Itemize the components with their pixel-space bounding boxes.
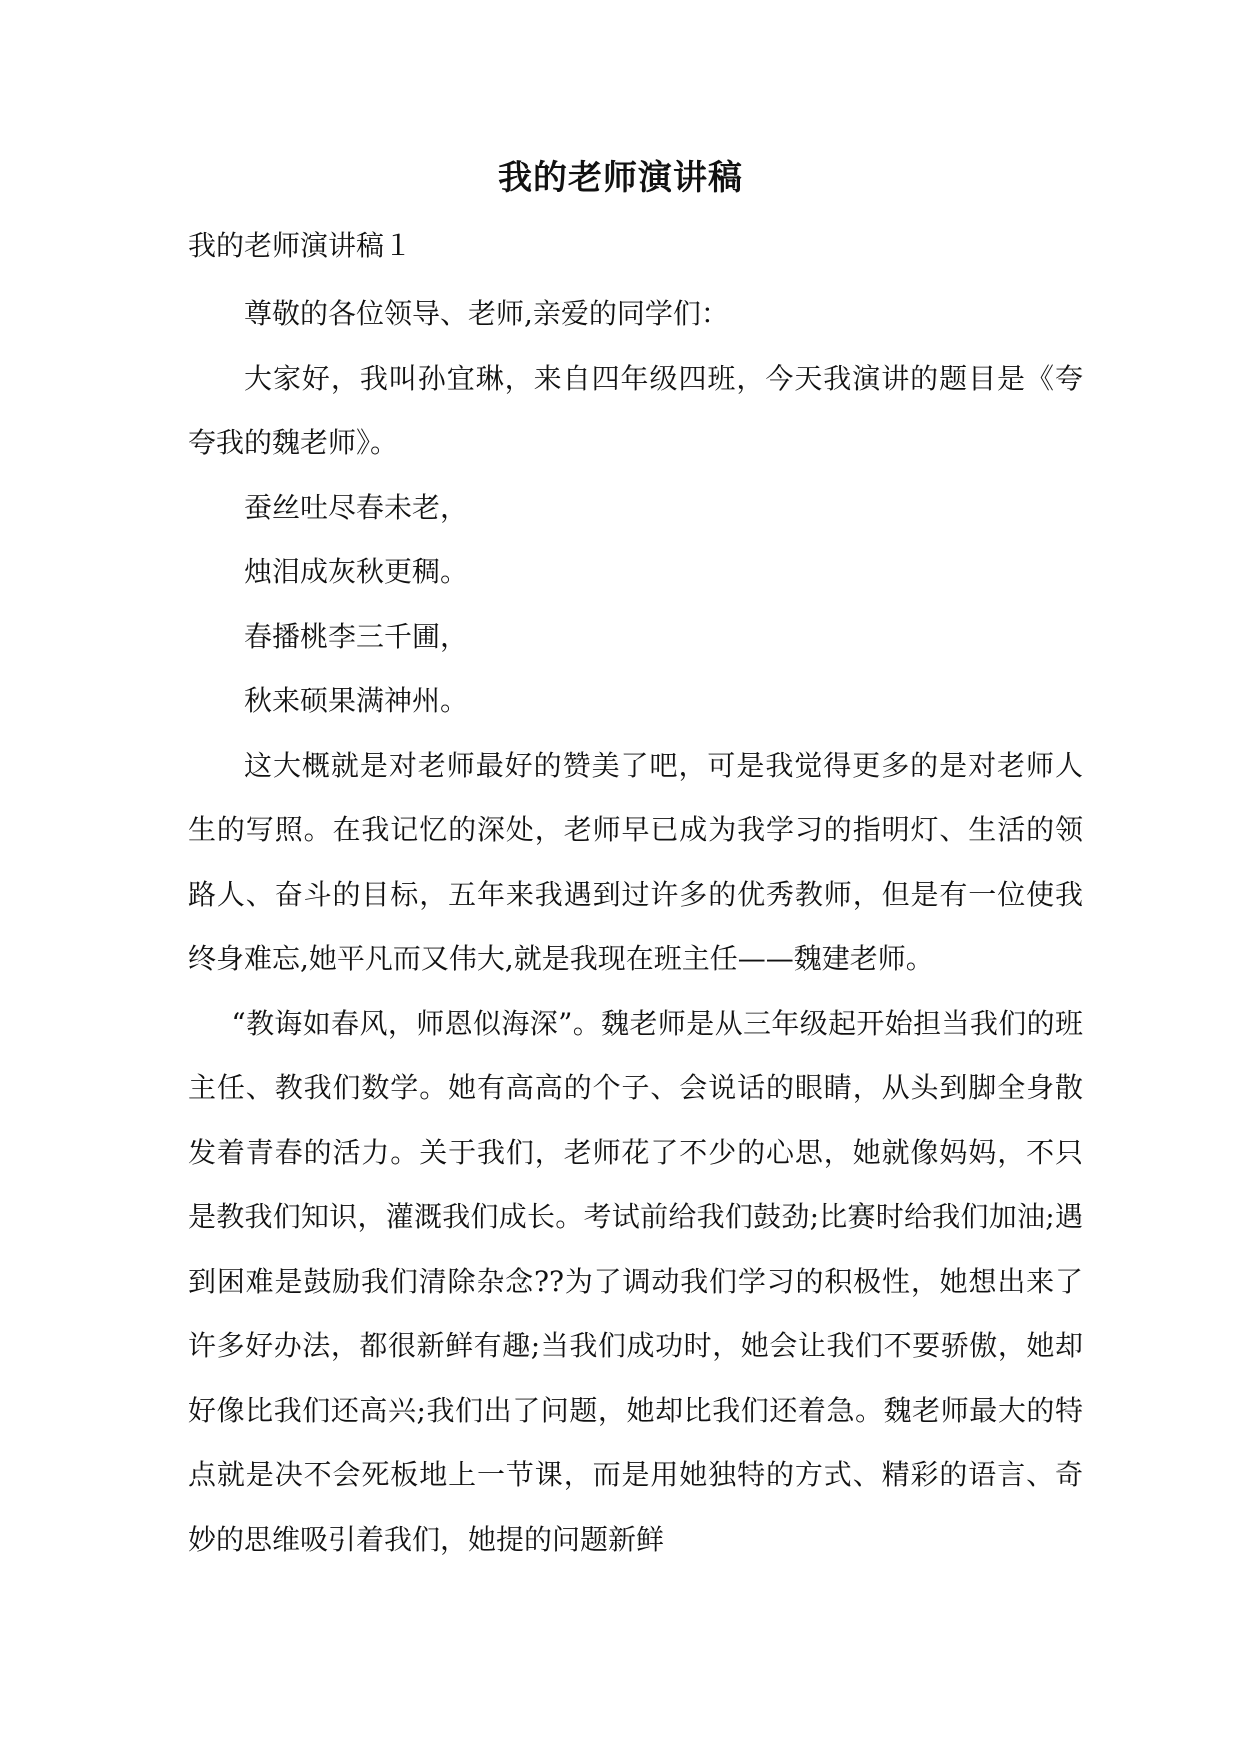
document-body: [188, 282, 1083, 1572]
poem-line-4: 秋来硕果满神州。: [244, 684, 469, 717]
poem-line-1: 蚕丝吐尽春未老，: [244, 490, 469, 524]
paragraph-greeting: 尊敬的各位领导、老师,亲爱的同学们：: [244, 297, 729, 330]
poem-line-2: 烛泪成灰秋更稠。: [244, 555, 469, 588]
document-title: 我的老师演讲稿: [498, 158, 743, 198]
poem-line-3: 春播桃李三千圃，: [244, 619, 469, 653]
paragraph-intro: 大家好，我叫孙宜琳，来自四年级四班，今天我演讲的题目是《夸夸我的魏老师》。: [188, 361, 1083, 459]
paragraph-body-2: “教诲如春风，师恩似海深”。魏老师是从三年级起开始担当我们的班主任、教我们数学。她有高高的个子、会说话的眼睛，从头到脚全身散发着青春的活力。关于我们，老师花了不少的心思，她就像妈妈，不只是教我们知识，灌溉我们成长。考试前给我们鼓劲;比赛时给我们加油;遇到困难是鼓励我们清除杂念??为了调动我们学习的积极性，她想出来了许多好办法，都很新鲜有趣;当我们成功时，她会让我们不要骄傲，她却好像比我们还高兴;我们出了问题，她却比我们还着急。魏老师最大的特点就是决不会死板地上一节课，而是用她独特的方式、精彩的语言、奇妙的思维吸引着我们，她提的问题新鲜: [188, 1006, 1083, 1556]
paragraph-body-1: 这大概就是对老师最好的赞美了吧，可是我觉得更多的是对老师人生的写照。在我记忆的深处，老师早已成为我学习的指明灯、生活的领路人、奋斗的目标，五年来我遇到过许多的优秀教师，但是有一位使我终身难忘,她平凡而又伟大,就是我现在班主任——魏建老师。: [188, 748, 1083, 975]
document-subtitle: 我的老师演讲稿１: [188, 229, 413, 262]
